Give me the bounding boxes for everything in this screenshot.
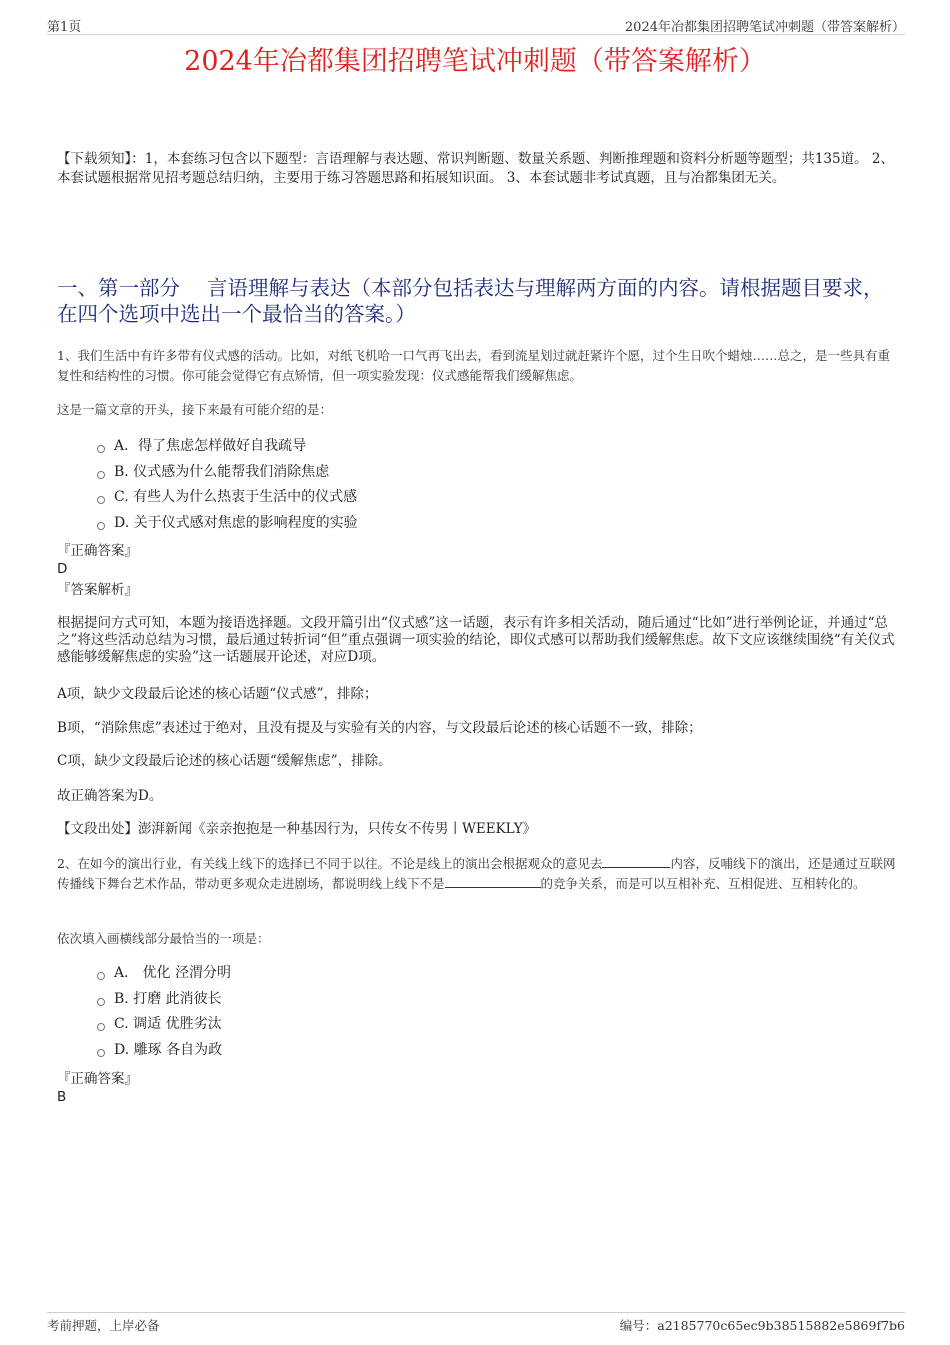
question-2-part3: 的竞争关系，而是可以互相补充、互相促进、互相转化的。 [540, 876, 866, 891]
analysis-option-c: C项，缺少文段最后论述的核心话题“缓解焦虑”，排除。 [57, 753, 392, 769]
page-footer [47, 1312, 905, 1337]
option-label: B. 仪式感为什么能帮我们消除焦虑 [114, 463, 330, 480]
document-title: 2024年冶都集团招聘笔试冲刺题（带答案解析） [184, 46, 766, 77]
answer-label: 『正确答案』 [57, 543, 138, 559]
page-number: 第1页 [47, 20, 82, 35]
radio-icon[interactable] [97, 972, 105, 980]
question-2-part2: 内容，反哺线下的演出，还是通过互联网传播线下舞台艺术作品，带动更多观众走进剧场，都说明线上线下不是 [57, 856, 896, 891]
option-d[interactable] [97, 511, 358, 537]
passage-source: 【文段出处】澎湃新闻《亲亲抱抱是一种基因行为，只传女不传男丨WEEKLY》 [57, 821, 537, 837]
radio-icon[interactable] [97, 522, 105, 530]
analysis-label: 『答案解析』 [57, 582, 138, 598]
header-doc-title: 2024年冶都集团招聘笔试冲刺题（带答案解析） [624, 20, 905, 35]
section-title: 一、第一部分 言语理解与表达（本部分包括表达与理解两方面的内容。请根据题目要求，在四个选项中选出一个最恰当的答案。） [57, 276, 884, 326]
answer-label: 『正确答案』 [57, 1071, 138, 1087]
answer-value: D [57, 561, 68, 577]
question-1-options [97, 434, 358, 536]
fill-blank-2 [445, 875, 541, 888]
question-2-text [57, 854, 902, 894]
option-d[interactable] [97, 1038, 231, 1064]
option-label: C. 调适 优胜劣汰 [114, 1016, 222, 1032]
radio-icon[interactable] [97, 998, 105, 1006]
option-label: B. 打磨 此消彼长 [114, 990, 222, 1007]
radio-icon[interactable] [97, 471, 105, 479]
footer-code: 编号：a2185770c65ec9b38515882e5869f7b6 [619, 1318, 905, 1333]
option-c[interactable] [97, 485, 358, 511]
option-label: D. 关于仪式感对焦虑的影响程度的实验 [114, 514, 358, 531]
question-2-part1: 2、在如今的演出行业，有关线上线下的选择已不同于以往。不论是线上的演出会根据观众的意见去 [57, 856, 603, 871]
option-c[interactable] [97, 1012, 231, 1038]
page-header [47, 14, 905, 35]
option-b[interactable] [97, 987, 231, 1013]
radio-icon[interactable] [97, 1023, 105, 1031]
answer-value: B [57, 1089, 67, 1105]
fill-blank-1 [602, 855, 670, 868]
radio-icon[interactable] [97, 445, 105, 453]
question-2-prompt: 依次填入画横线部分最恰当的一项是： [57, 931, 270, 946]
option-label: C. 有些人为什么热衷于生活中的仪式感 [114, 489, 358, 505]
option-b[interactable] [97, 460, 358, 486]
analysis-option-a: A项，缺少文段最后论述的核心话题“仪式感”，排除； [57, 686, 378, 702]
option-label: A．得了焦虑怎样做好自我疏导 [114, 438, 307, 454]
option-label: A． 优化 泾渭分明 [114, 965, 232, 981]
footer-slogan: 考前押题，上岸必备 [47, 1318, 160, 1333]
option-a[interactable] [97, 434, 358, 460]
analysis-text: 根据提问方式可知，本题为接语选择题。文段开篇引出“仪式感”这一话题，表示有许多相关活动，随后通过“比如”进行举例论证，并通过“总之”将这些活动总结为习惯，最后通过转折词“但”重点强调一项实验的结论，即仪式感可以帮助我们缓解焦虑。故下文应该继续围绕“有关仪式感能够缓解焦虑的实验”这一话题展开论述，对应D项。 [57, 615, 895, 665]
question-1-text: 1、我们生活中有许多带有仪式感的活动。比如，对纸飞机哈一口气再飞出去，看到流星划过就赶紧许个愿，过个生日吹个蜡烛……总之，是一些具有重复性和结构性的习惯。你可能会觉得它有点矫情，但一项实验发现：仪式感能帮我们缓解焦虑。 [57, 348, 890, 383]
option-a[interactable] [97, 961, 231, 987]
radio-icon[interactable] [97, 496, 105, 504]
question-2-options [97, 961, 231, 1063]
radio-icon[interactable] [97, 1049, 105, 1057]
option-label: D. 雕琢 各自为政 [114, 1041, 223, 1058]
answer-conclusion: 故正确答案为D。 [57, 788, 163, 804]
question-1-prompt: 这是一篇文章的开头，接下来最有可能介绍的是： [57, 402, 333, 417]
download-notice: 【下载须知】：1，本套练习包含以下题型：言语理解与表达题、常识判断题、数量关系题、判断推理题和资料分析题等题型；共135道。 2、本套试题根据常见招考题总结归纳，主要用于练习答题思路和拓展知识面。 3、本套试题非考试真题，且与冶都集团无关。 [57, 151, 894, 186]
analysis-option-b: B项，“消除焦虑”表述过于绝对，且没有提及与实验有关的内容，与文段最后论述的核心话题不一致，排除； [57, 720, 702, 736]
